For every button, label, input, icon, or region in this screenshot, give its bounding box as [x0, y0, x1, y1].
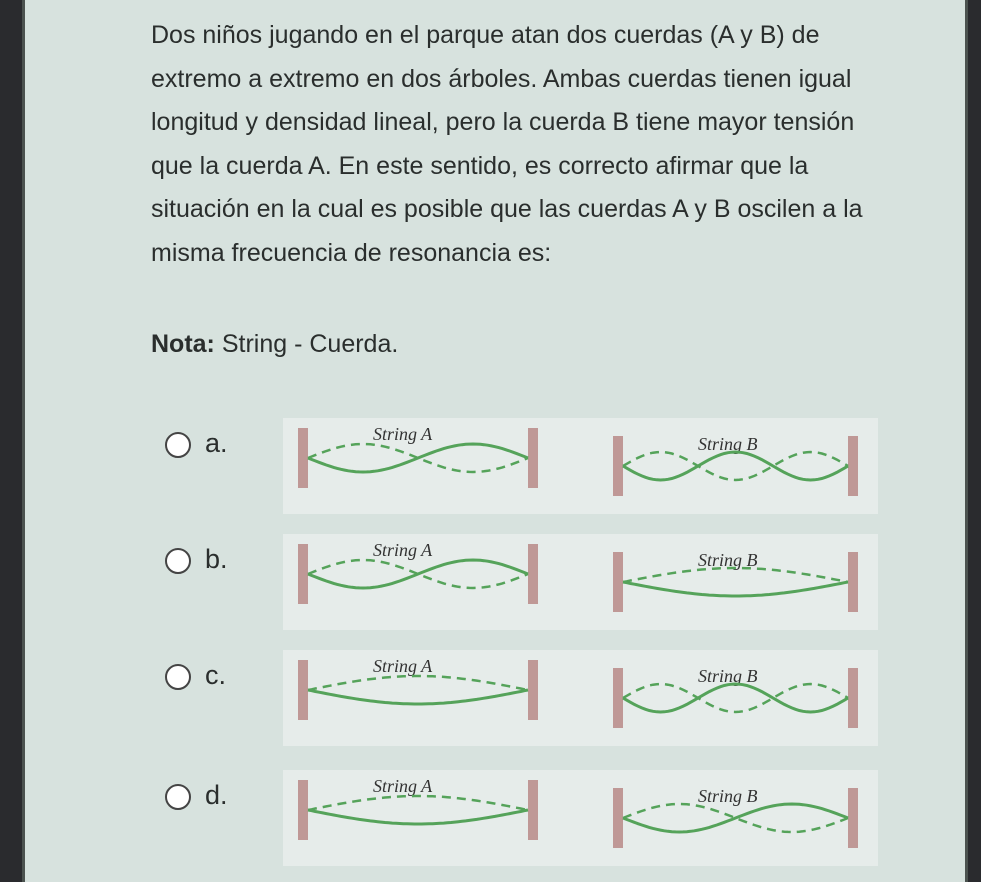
radio-button-c[interactable] [165, 664, 191, 690]
option-c[interactable] [165, 656, 885, 759]
left-post [298, 544, 308, 604]
string-a-label: String A [373, 776, 433, 796]
left-post [613, 788, 623, 848]
option-figure [283, 650, 878, 746]
right-post [848, 788, 858, 848]
option-figure [283, 770, 878, 866]
right-post [848, 436, 858, 496]
strings-diagram [283, 418, 878, 514]
quiz-screen [22, 0, 968, 882]
option-figure [283, 418, 878, 514]
option-d[interactable] [165, 776, 885, 879]
string-b-label: String B [698, 786, 758, 806]
string-a-label: String A [373, 540, 433, 560]
left-post [613, 436, 623, 496]
radio-button-a[interactable] [165, 432, 191, 458]
left-post [298, 780, 308, 840]
radio-button-b[interactable] [165, 548, 191, 574]
left-post [298, 428, 308, 488]
right-post [528, 544, 538, 604]
string-a-label: String A [373, 424, 433, 444]
option-letter: b. [205, 544, 228, 574]
string-b-label: String B [698, 434, 758, 454]
option-letter: a. [205, 428, 228, 458]
right-post [848, 552, 858, 612]
left-post [298, 660, 308, 720]
option-b[interactable] [165, 540, 885, 643]
option-figure [283, 534, 878, 630]
string-b-label: String B [698, 550, 758, 570]
left-post [613, 552, 623, 612]
option-letter: d. [205, 780, 228, 810]
string-a-label: String A [373, 656, 433, 676]
question-text: Dos niños jugando en el parque atan dos cuerdas (A y B) de extremo a extremo en dos árboles. Ambas cuerdas tienen igual longitud y densidad lineal, pero la cuerda B tiene mayor tensión que la cuerda A. En este sentido, es correcto afirmar que la situación en la cual es posible que las cuerdas A y B oscilen a la misma frecuencia de resonancia es: [151, 21, 863, 267]
right-post [528, 428, 538, 488]
right-post [528, 660, 538, 720]
string-b-label: String B [698, 666, 758, 686]
note-text: String - Cuerda. [214, 330, 399, 358]
option-letter: c. [205, 660, 227, 690]
right-post [528, 780, 538, 840]
right-post [848, 668, 858, 728]
strings-diagram [283, 770, 878, 866]
left-post [613, 668, 623, 728]
note-label: Nota: [151, 330, 215, 358]
strings-diagram [283, 534, 878, 630]
note [151, 330, 398, 359]
radio-button-d[interactable] [165, 784, 191, 810]
strings-diagram [283, 650, 878, 746]
option-a[interactable] [165, 424, 885, 527]
